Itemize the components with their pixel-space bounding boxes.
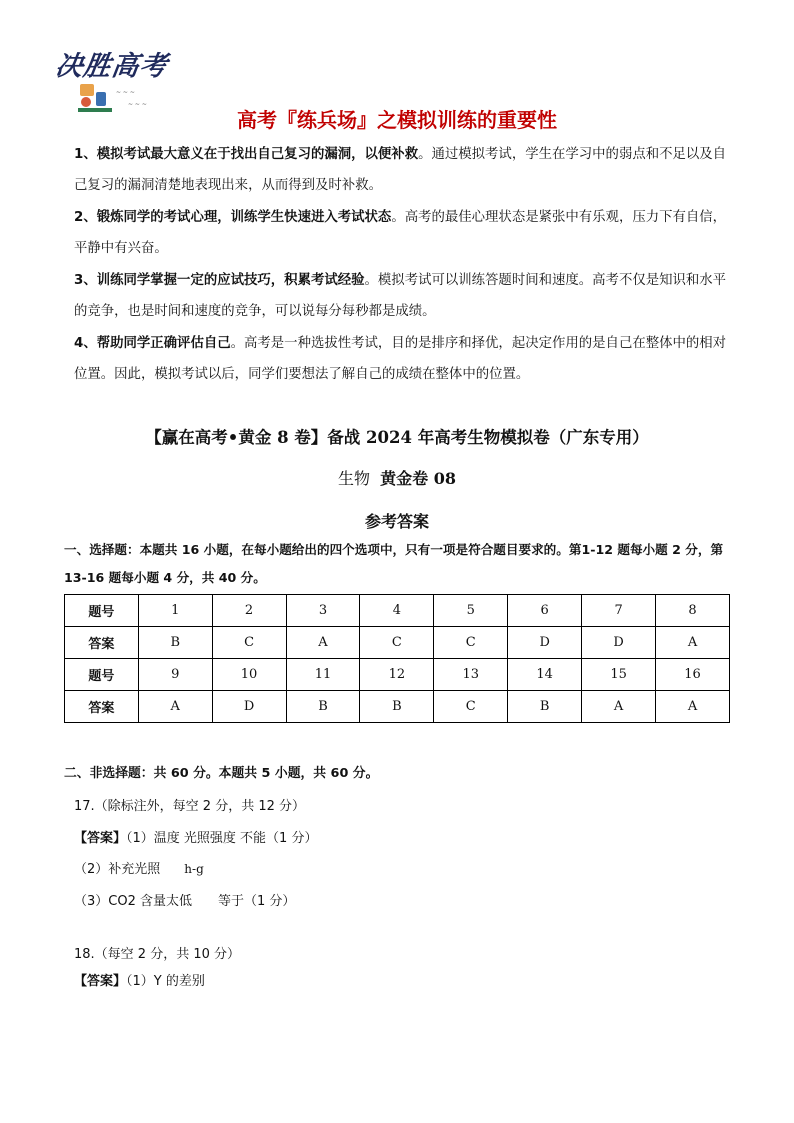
table-cell: B: [508, 691, 582, 723]
table-cell: 1: [138, 595, 212, 627]
table-cell: D: [582, 627, 656, 659]
svg-text:~ ~ ~: ~ ~ ~: [128, 101, 147, 108]
q18-answer-1-text: （1）Y 的差别: [126, 974, 205, 989]
table-cell: 9: [138, 659, 212, 691]
table-cell: B: [286, 691, 360, 723]
promo-item-1-text: 。通过模拟考试，学生在学习中的弱点和不足以及自己复习的漏洞清楚地表现出来，从而得到及时补救。: [74, 147, 727, 193]
q18-answer-1: [74, 970, 205, 989]
table-cell: D: [508, 627, 582, 659]
q17-answer-2: [74, 858, 204, 877]
table-cell: C: [360, 627, 434, 659]
table-cell: C: [434, 627, 508, 659]
table-cell: 14: [508, 659, 582, 691]
table-cell: A: [656, 691, 730, 723]
promo-item-4-bold: 4、帮助同学正确评估自己: [74, 336, 231, 351]
table-cell: 3: [286, 595, 360, 627]
subject-name: 生物: [337, 469, 370, 488]
table-cell: 12: [360, 659, 434, 691]
q17-answer-3-value: 等于（1 分）: [217, 894, 296, 909]
table-cell: 16: [656, 659, 730, 691]
promo-title: 高考『练兵场』之模拟训练的重要性: [237, 108, 557, 132]
answer-table: [64, 594, 730, 723]
promo-item-4-text: 。高考是一种选拔性考试，目的是排序和择优，起决定作用的是自己在整体中的相对位置。因此，模拟考试以后，同学们要想法了解自己的成绩在整体中的位置。: [74, 336, 727, 382]
table-cell: A: [656, 627, 730, 659]
table-cell: C: [434, 691, 508, 723]
table-row: [65, 627, 730, 659]
q17-answer-2-text: （2）补充光照: [74, 862, 161, 877]
promo-item-3-text: 。模拟考试可以训练答题时间和速度。高考不仅是知识和水平的竞争，也是时间和速度的竞争，可以说每分每秒都是成绩。: [74, 273, 727, 319]
table-cell: A: [582, 691, 656, 723]
table-cell: 7: [582, 595, 656, 627]
section1-instructions: 一、选择题：本题共 16 小题，在每小题给出的四个选项中，只有一项是符合题目要求的。第1-12 题每小题 2 分，第 13-16 题每小题 4 分，共 40 分。: [64, 542, 724, 585]
q18-answer-tag: 【答案】: [74, 974, 127, 989]
promo-item-1: [74, 139, 730, 201]
q17-header: 17.（除标注外，每空 2 分，共 12 分）: [74, 799, 306, 814]
q18-header: 18.（每空 2 分，共 10 分）: [74, 947, 241, 962]
row-header-cell: 题号: [65, 595, 139, 627]
table-cell: A: [286, 627, 360, 659]
table-cell: 6: [508, 595, 582, 627]
table-row: [65, 659, 730, 691]
answers-heading: 参考答案: [364, 512, 429, 531]
q17-answer-1: [74, 827, 317, 846]
q17-answer-2-value: h-g: [184, 862, 204, 876]
table-cell: 5: [434, 595, 508, 627]
paper-name: 黄金卷 08: [380, 469, 457, 488]
q17-answer-3-text: （3）CO2 含量太低: [74, 894, 192, 909]
table-cell: 11: [286, 659, 360, 691]
table-cell: 10: [212, 659, 286, 691]
subject-line: [0, 466, 794, 489]
table-cell: 15: [582, 659, 656, 691]
table-cell: C: [212, 627, 286, 659]
row-header-cell: 题号: [65, 659, 139, 691]
section2-heading: 二、非选择题：共 60 分。本题共 5 小题，共 60 分。: [64, 766, 379, 781]
table-cell: A: [138, 691, 212, 723]
promo-item-3-bold: 3、训练同学掌握一定的应试技巧，积累考试经验: [74, 273, 365, 288]
promo-item-4: [74, 328, 730, 390]
table-row: [65, 595, 730, 627]
q17-answer-1-text: （1）温度 光照强度 不能（1 分）: [126, 831, 318, 846]
row-header-cell: 答案: [65, 627, 139, 659]
q17-answer-3: [74, 890, 295, 909]
logo-text: 决胜高考: [53, 51, 170, 82]
svg-text:~ ~ ~: ~ ~ ~: [116, 89, 135, 96]
table-cell: B: [360, 691, 434, 723]
table-cell: 2: [212, 595, 286, 627]
table-cell: B: [138, 627, 212, 659]
promo-item-2-bold: 2、锻炼同学的考试心理，训练学生快速进入考试状态: [74, 210, 392, 225]
table-row: [65, 691, 730, 723]
row-header-cell: 答案: [65, 691, 139, 723]
document-title: 【赢在高考•黄金 8 卷】备战 2024 年高考生物模拟卷（广东专用）: [145, 428, 649, 447]
q17-answer-tag: 【答案】: [74, 831, 127, 846]
table-cell: 13: [434, 659, 508, 691]
table-cell: D: [212, 691, 286, 723]
promo-item-2-text: 。高考的最佳心理状态是紧张中有乐观，压力下有自信，平静中有兴奋。: [74, 210, 727, 256]
promo-item-2: [74, 202, 730, 264]
table-cell: 4: [360, 595, 434, 627]
promo-item-3: [74, 265, 730, 327]
table-cell: 8: [656, 595, 730, 627]
promo-item-1-bold: 1、模拟考试最大意义在于找出自己复习的漏洞，以便补救: [74, 147, 419, 162]
